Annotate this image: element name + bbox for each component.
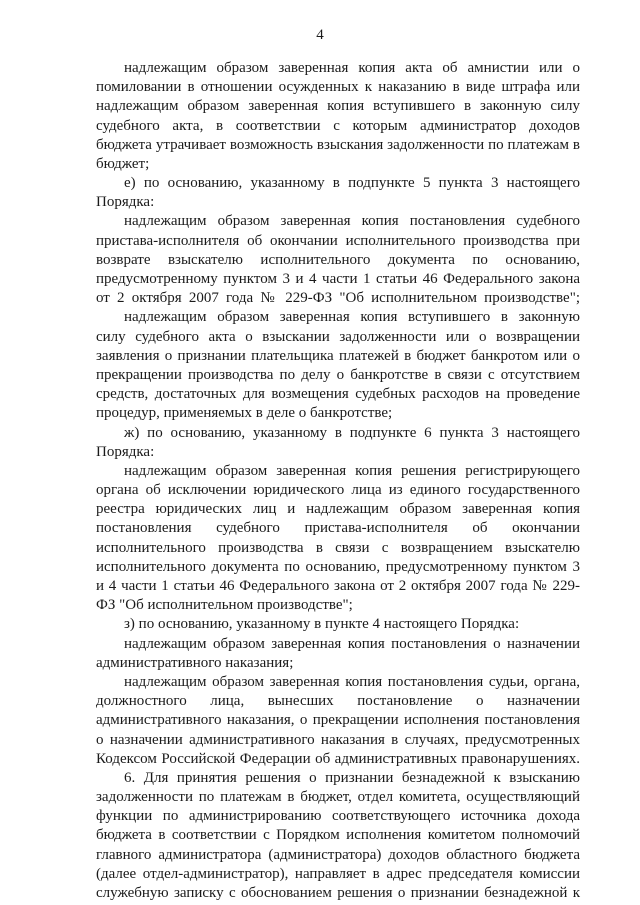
text-line: Порядка: [96, 443, 155, 460]
text-line: е) по основанию, указанному в подпункте 5 пункта 3 настоящего [124, 175, 580, 192]
text-line: ж) по основанию, указанному в подпункте 6 пункта 3 настоящего [124, 424, 580, 441]
text-line: функции по администрированию соответствующего источника дохода [96, 808, 580, 825]
text-line: надлежащим образом заверенная копия решения регистрирующего [124, 462, 580, 479]
text-line: о назначении административного наказания в случаях, предусмотренных [96, 731, 580, 748]
text-line: административного наказания, о прекращении исполнения постановления [96, 712, 580, 729]
page-number: 4 [316, 27, 324, 43]
text-line: средств, достаточных для возмещения судебных расходов на проведение [96, 386, 580, 403]
text-line: з) по основанию, указанному в пункте 4 настоящего Порядка: [124, 616, 520, 633]
text-line: судебного акта, в соответствии с которым администратор доходов [96, 117, 580, 134]
text-line: исполнительного документа по основанию, предусмотренному пунктом 3 [96, 558, 580, 575]
text-line: главного администратора (администратора) доходов областного бюджета [96, 846, 580, 863]
text-line: бюджет; [96, 155, 150, 172]
text-line: надлежащим образом заверенная копия вступившего в законную силу [96, 98, 580, 115]
text-line: надлежащим образом заверенная копия акта об амнистии или о [124, 60, 580, 76]
text-line: 6. Для принятия решения о признании безнадежной к взысканию [124, 769, 580, 786]
text-line: надлежащим образом заверенная копия постановления о назначении [124, 635, 580, 652]
text-line: постановления судебного пристава-исполнителя об окончании [96, 520, 580, 537]
text-line: заявления о признании плательщика платежей в бюджет банкротом или о [96, 347, 580, 364]
text-line: надлежащим образом заверенная копия постановления судьи, органа, [124, 673, 580, 690]
text-line: (далее отдел-администратор), направляет в адрес председателя комиссии [96, 865, 580, 882]
text-line: органа об исключении юридического лица из единого государственного [96, 482, 580, 499]
text-line: предусмотренному пунктом 3 и 4 части 1 статьи 46 Федерального закона [96, 271, 580, 288]
text-line: бюджета утрачивает возможность взыскания задолженности по платежам в [96, 136, 580, 153]
text-line: от 2 октября 2007 года № 229-ФЗ "Об исполнительном производстве"; [96, 290, 580, 307]
text-line: возврате взыскателю исполнительного документа по основанию, [96, 251, 580, 268]
text-line: служебную записку с обоснованием решения о признании безнадежной к [96, 885, 580, 901]
text-line: задолженности по платежам в бюджет, отдел комитета, осуществляющий [96, 789, 580, 806]
text-line: Порядка: [96, 194, 155, 211]
text-line: исполнительного производства в связи с возвращением взыскателю [96, 539, 580, 556]
text-line: пристава-исполнителя об окончании исполнительного производства при [96, 232, 580, 249]
text-line: реестра юридических лиц и надлежащим образом заверенная копия [96, 501, 580, 518]
text-line: должностного лица, вынесших постановление о назначении [96, 693, 580, 710]
text-line: силу судебного акта о взыскании задолженности или о возвращении [96, 328, 580, 345]
text-line: ФЗ "Об исполнительном производстве"; [96, 597, 353, 614]
text-line: прекращении производства по делу о банкротстве в связи с отсутствием [96, 366, 580, 383]
text-line: и 4 части 1 статьи 46 Федерального закона от 2 октября 2007 года № 229- [96, 578, 580, 595]
text-line: Кодексом Российской Федерации об административных правонарушениях. [96, 750, 580, 767]
text-line: помиловании в отношении осужденных к наказанию в виде штрафа или [96, 79, 580, 96]
text-line: надлежащим образом заверенная копия вступившего в законную [124, 309, 580, 326]
text-line: процедур, применяемых в деле о банкротстве; [96, 405, 393, 422]
text-line: административного наказания; [96, 654, 294, 671]
text-line: бюджета в соответствии с Порядком исполнения комитетом полномочий [96, 827, 580, 844]
text-line: надлежащим образом заверенная копия постановления судебного [124, 213, 580, 230]
